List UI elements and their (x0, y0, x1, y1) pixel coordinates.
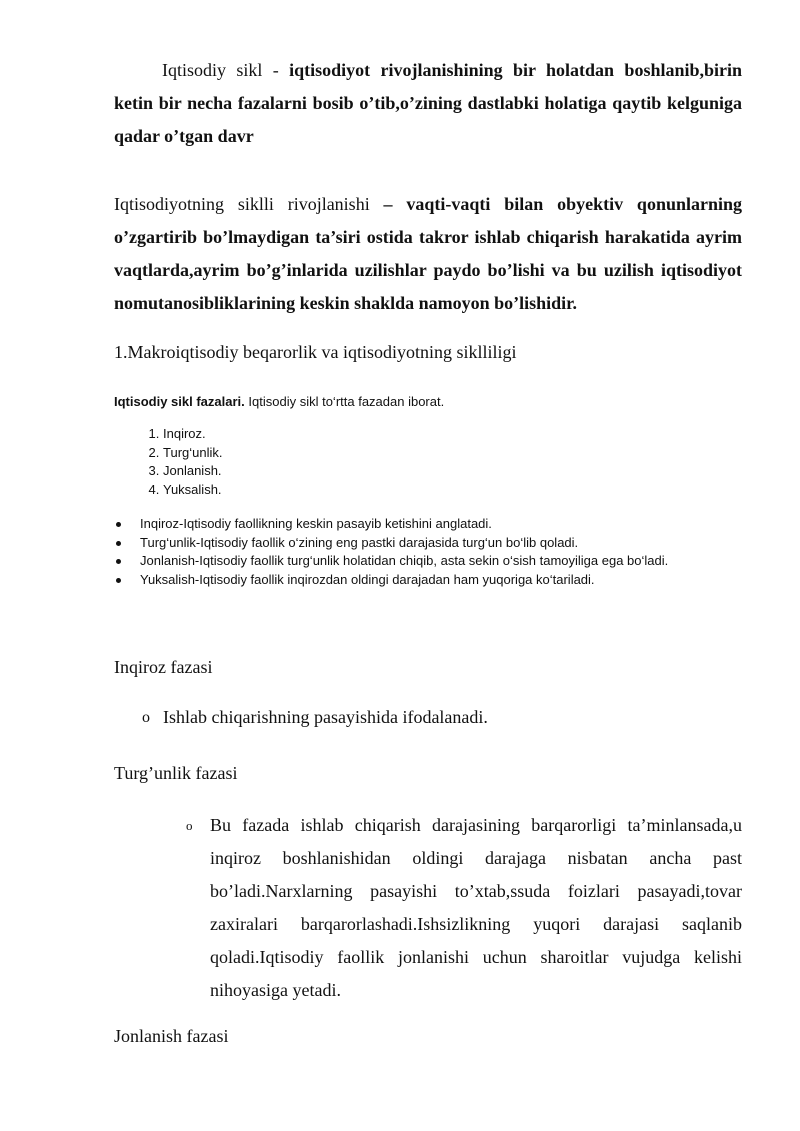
definition-text-2: – vaqti-vaqti bilan obyektiv qonunlarning o’zgartirib bo’lmaydigan ta’siri ostida takror ishlab chiqarish harakatida ayrim vaqtlarda,ayrim bo’g’inlarida uzilishlar paydo bo’lishi va bu uzilish iqtisodiyot nomutanosibliklarining keskin shaklda namoyon bo’lishidir. (114, 194, 742, 313)
section-heading: 1.Makroiqtisodiy beqarorlik va iqtisodiyotning siklliligi (114, 342, 517, 362)
list-item: 2. Turg‘unlik. (163, 444, 222, 463)
turgunlik-bullet (186, 809, 742, 1007)
turgunlik-bullet-text: Bu fazada ishlab chiqarish darajasining barqarorligi ta’minlansada,u inqiroz boshlanishidan oldingi darajaga nisbatan ancha past bo’ladi.Narxlarning pasayishi to’xtab,ssuda foizlari pasayadi,tovar zaxiralari barqarorlashadi.Ishsizlikning yuqori darajasi saqlanib qoladi.Iqtisodiy faollik jonlanishi uchun sharoitlar vujudga kelishi nihoyasiga yetadi. (210, 815, 742, 1000)
phases-numbered-list (114, 425, 222, 499)
inqiroz-heading: Inqiroz fazasi (114, 657, 213, 677)
inqiroz-bullet (142, 705, 742, 729)
list-item: 1. Inqiroz. (163, 425, 222, 444)
phases-title-bold: Iqtisodiy sikl fazalari. (114, 394, 245, 409)
definition-text: iqtisodiyot rivojlanishining bir holatdan boshlanib,birin ketin bir necha fazalarni bosib o’tib,o’zining dastlabki holatiga qaytib kelguniga qadar o’tgan davr (114, 60, 742, 146)
phases-description-list (114, 515, 668, 589)
list-item: Inqiroz-Iqtisodiy faollikning keskin pasayib ketishini anglatadi. (114, 515, 668, 534)
inqiroz-bullet-text: Ishlab chiqarishning pasayishida ifodalanadi. (163, 707, 488, 727)
definition-term: Iqtisodiy sikl - (162, 60, 290, 80)
phases-title (114, 393, 444, 411)
list-item: 3. Jonlanish. (163, 462, 222, 481)
bullet-marker: o (186, 818, 193, 833)
definition-paragraph-1 (114, 54, 742, 153)
phases-title-rest: Iqtisodiy sikl to‘rtta fazadan iborat. (244, 394, 445, 409)
list-item: Yuksalish-Iqtisodiy faollik inqirozdan oldingi darajadan ham yuqoriga ko‘tariladi. (114, 571, 668, 590)
bullet-marker: o (142, 709, 150, 726)
list-item: Jonlanish-Iqtisodiy faollik turg‘unlik holatidan chiqib, asta sekin o‘sish tamoyiliga ega bo‘ladi. (114, 552, 668, 571)
list-item: 4. Yuksalish. (163, 481, 222, 500)
turgunlik-heading: Turg’unlik fazasi (114, 763, 238, 783)
definition-paragraph-2 (114, 188, 742, 320)
list-item: Turg‘unlik-Iqtisodiy faollik o‘zining eng pastki darajasida turg‘un bo‘lib qoladi. (114, 534, 668, 553)
definition-term-2: Iqtisodiyotning siklli rivojlanishi (114, 194, 384, 214)
jonlanish-heading: Jonlanish fazasi (114, 1026, 229, 1046)
